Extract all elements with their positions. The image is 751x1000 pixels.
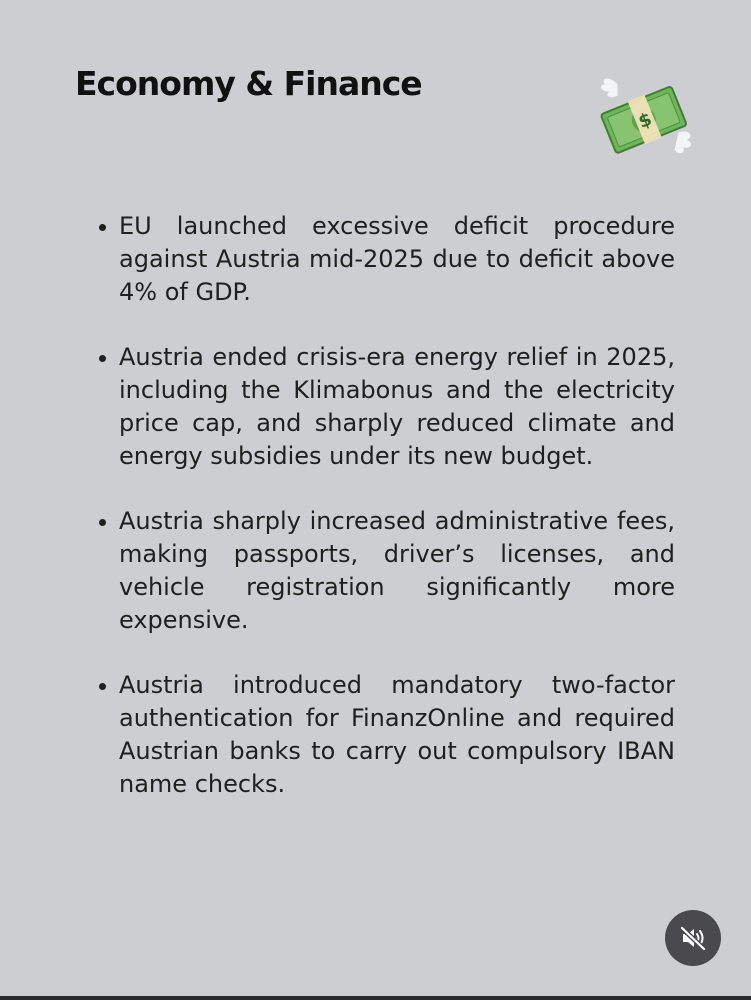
- bottom-divider: [0, 996, 751, 1000]
- mute-button[interactable]: [665, 910, 721, 966]
- bullet-dot: [99, 519, 106, 526]
- bullet-dot: [99, 224, 106, 231]
- money-with-wings-icon: [596, 70, 696, 162]
- bullet-dot: [99, 683, 106, 690]
- bullet-text: Austria ended crisis-era energy relief in 2025, including the Klimabonus and the electricity price cap, and sharply reduced climate and energy subsidies under its new budget.: [119, 343, 675, 470]
- list-item: [97, 210, 675, 309]
- list-item: [97, 669, 675, 801]
- page-title: Economy & Finance: [75, 64, 422, 103]
- bullet-text: Austria sharply increased administrative fees, making passports, driver’s licenses, and vehicle registration significantly more expensive.: [119, 507, 675, 634]
- speaker-muted-icon: [679, 924, 707, 952]
- svg-text:$: $: [635, 108, 656, 133]
- list-item: [97, 341, 675, 473]
- bullet-text: Austria introduced mandatory two-factor authentication for FinanzOnline and required Austrian banks to carry out compulsory IBAN name checks.: [119, 671, 675, 798]
- list-item: [97, 505, 675, 637]
- bullet-text: EU launched excessive deficit procedure against Austria mid-2025 due to deficit above 4% of GDP.: [119, 212, 675, 306]
- bullet-list: [97, 210, 675, 833]
- bullet-dot: [99, 355, 106, 362]
